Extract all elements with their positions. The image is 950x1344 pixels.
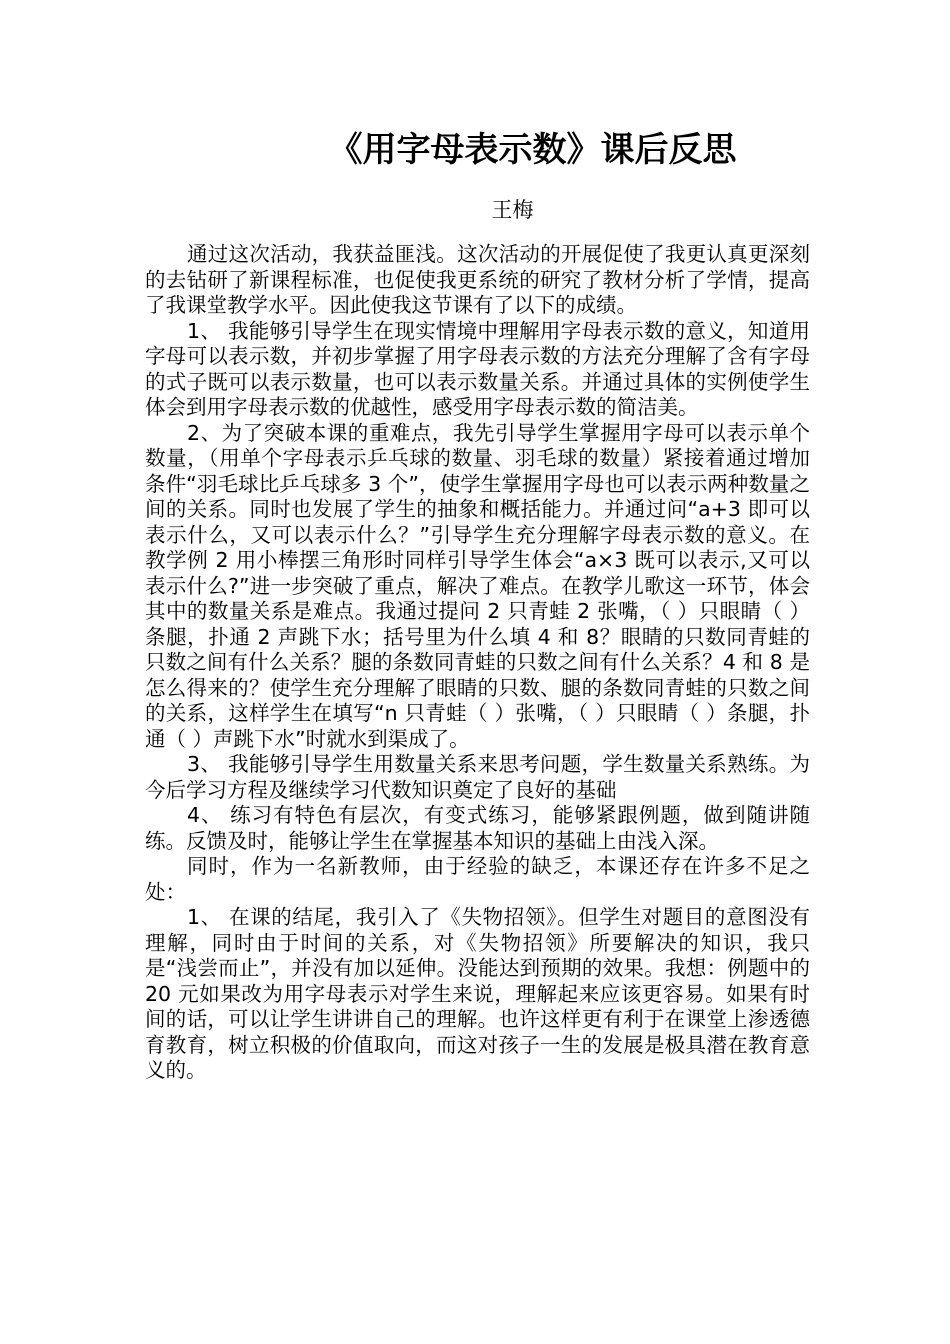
paragraph-item-1: 1、 我能够引导学生在现实情境中理解用字母表示数的意义，知道用字母可以表示数，并初步掌握了用字母表示数的方法充分理解了含有字母的式子既可以表示数量，也可以表示数量关系。并通过具体的实例使学生体会到用字母表示数的优越性，感受用字母表示数的简洁美。 <box>145 318 810 419</box>
document-title: 《用字母表示数》课后反思 <box>328 130 737 170</box>
paragraph-intro: 通过这次活动，我获益匪浅。这次活动的开展促使了我更认真更深刻的去钻研了新课程标准，也促使我更系统的研究了教材分析了学情，提高了我课堂教学水平。因此使我这节课有了以下的成绩。 <box>145 242 810 317</box>
paragraph-shortcoming-1: 1、 在课的结尾，我引入了《失物招领》。但学生对题目的意图没有理解，同时由于时间的关系，对《失物招领》所要解决的知识，我只是“浅尝而止”，并没有加以延伸。没能达到预期的效果。我想：例题中的 20 元如果改为用字母表示对学生来说，理解起来应该更容易。如果有时间的话，可以让学生讲讲自己的理解。也许这样更有利于在课堂上渗透德育教育，树立积极的价值取向，而这对孩子一生的发展是极具潜在教育意义的。 <box>145 905 810 1082</box>
document-page <box>145 128 810 1084</box>
paragraph-item-4: 4、 练习有特色有层次，有变式练习，能够紧跟例题，做到随讲随练。反馈及时，能够让学生在掌握基本知识的基础上由浅入深。 <box>145 803 810 853</box>
document-body <box>145 242 810 1084</box>
paragraph-item-2: 2、为了突破本课的重难点，我先引导学生掌握用字母可以表示单个数量，（用单个字母表示乒乓球的数量、羽毛球的数量）紧接着通过增加条件“羽毛球比乒乓球多 3 个”，使学生掌握用字母也可以表示两种数量之间的关系。同时也发展了学生的抽象和概括能力。并通过问“a+3 即可以表示什么，又可以表示什么？”引导学生充分理解字母表示数的意义。在教学例 2 用小棒摆三角形时同样引导学生体会“a×3 既可以表示,又可以表示什么?”进一步突破了重点，解决了难点。在教学儿歌这一环节，体会其中的数量关系是难点。我通过提问 2 只青蛙 2 张嘴，（ ）只眼睛（ ）条腿，扑通 2 声跳下水；括号里为什么填 4 和 8？眼睛的只数同青蛙的只数之间有什么关系？腿的条数同青蛙的只数之间有什么关系？4 和 8 是怎么得来的？使学生充分理解了眼睛的只数、腿的条数同青蛙的只数之间的关系，这样学生在填写“n 只青蛙（ ）张嘴，（ ）只眼睛（ ）条腿，扑通（ ）声跳下水”时就水到渠成了。 <box>145 420 810 751</box>
document-author: 王梅 <box>491 198 534 222</box>
paragraph-shortcomings-intro: 同时，作为一名新教师，由于经验的缺乏，本课还存在许多不足之处： <box>145 854 810 904</box>
paragraph-item-3: 3、 我能够引导学生用数量关系来思考问题，学生数量关系熟练。为今后学习方程及继续学习代数知识奠定了良好的基础 <box>145 752 810 802</box>
